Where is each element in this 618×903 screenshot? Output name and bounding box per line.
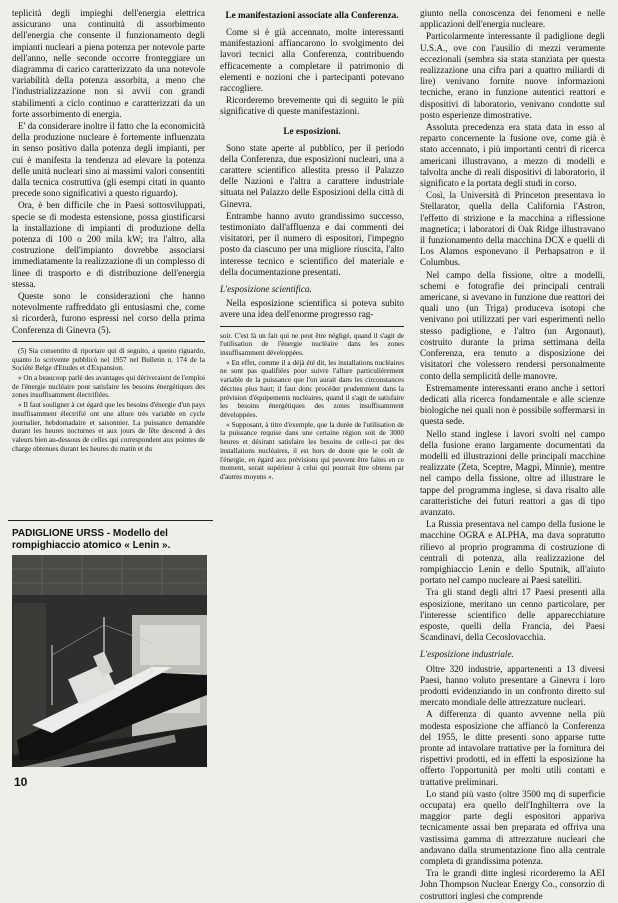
paragraph: A differenza di quanto avvenne nella più modesta esposizione che affiancò la Conferenza del 1955, le ditte presenti sono apparse tutte pronte ad intavolare trattative per la fornitura dei rispettivi prodotti, ed in effetti la esposizione ha offerto l'opportunità per molti utili contatti e trattative preliminari. [420, 709, 605, 787]
paragraph: Assolutа precedenza era stata data in esso al reparto concernente la fusione ove, come già è stato accennato, i più importanti centri di ricerca americani illustravano, a mezzo di modelli e talvolta anche di reali dispositivi di laboratorio, il significato e la portata degli studi in corso. [420, 122, 605, 189]
footnote-rule [220, 326, 404, 327]
footnote: « En effet, comme il a déjà été dit, les installations nucléaires ne sont pas qualifiées pour suivre l'allure particulièrement variable de la puissance que l'on aurait dans les circonstances décrites plus haut; il faut donc procéder prudemment dans la prévision d'équipements nucléaires, quand il s'agit de satisfaire les besoins énergétiques des zones insuffisamment développées. [220, 358, 404, 419]
footnote-rule [12, 341, 205, 342]
paragraph: Nel campo della fissione, oltre a modelli, schemi e fotografie dei principali centrali americane, si avevano in funzione due reattori dei quali uno (un Triga) produceva isotopi che venivano poi utilizzati per vari esperimenti nello stesso padiglione, e l'altro (un Argonaut), costruito durante la prima settimana della Conferenza, era tenuto a disposizione dei visitatori che volessero rendersi personalmente conto della semplicità delle manovre. [420, 269, 605, 381]
paragraph: Entrambe hanno avuto grandissimo successo, testimoniato dall'affluenza e dai commenti dei visitatori, per il numero di espositori, l'impegno posto da ciascuno per una migliore riuscita, l'alto interesse tecnico e scientifico del materiale e della documentazione presentati. [220, 210, 404, 277]
paragraph: Nello stand inglese i lavori svolti nel campo della fusione erano largamente documentati da modelli ed illustrazioni delle principali macchine realizzate (Zeta, Sceptre, Magpi, Minnie), mentre nel campo della fissione, oltre ad illustrare le tappe del programma inglese, si dava risalto alle caratteristiche dei futuri reattori a gas di tipo avanzato. [420, 428, 605, 517]
subsection-heading: L'esposizione scientifica. [220, 284, 312, 295]
photo-caption: PADIGLIONE URSS - Modello del rompighiaccio atomico « Lenin ». [12, 528, 171, 551]
column-middle [220, 8, 404, 483]
paragraph: Particolarmente interessante il padiglione degli U.S.A., ove con l'ausilio di mezzi veramente eccezionali (sembra sia stata stanziata per questa realizzazione una cifra pari a quattro miliardi di lire) venivano fornite nuove informazioni tecniche, erano in funzione autentici reattori e dispositivi di laboratorio, venivano condotte sul posto esperienze dimostrative. [420, 31, 605, 120]
paragraph: Nella esposizione scientifica si poteva subito avere una idea dell'enorme progresso rag- [220, 298, 404, 320]
paragraph: teplicità degli impieghi dell'energia elettrica assicurano una continuità di assorbimento dell'energia che consente il funzionamento degli impianti nucleari a piena potenza per notevole parte dell'anno, nelle seconde occorre fronteggiare un diagramma di carico caratterizzato da una notevole variabilità della potenza assorbita, a meno che l'industrializzazione non si avvii con grandi stabilimenti a ciclo continuo e caratterizzati da un forte assorbimento di energia. [12, 8, 205, 119]
footnote: « Il faut souligner à cet égard que les besoins d'énergie d'un pays insuffisamment électrifié ont une allure très variable en cycle journalier, hebdomadaire et saisonnier. La puissance demandée durant les heures nocturnes et aux jours de fête descend à des valeurs bien au-dessous de celles qui correspondent aux pointes de charge obtenues durant les heures du matin et du [12, 401, 205, 453]
icebreaker-model-photo [12, 555, 207, 767]
paragraph: E' da considerare inoltre il fatto che la economicità della produzione nucleare è fortemente influenzata in senso positivo dalla potenza degli impianti, per cui è manifesta la tendenza ad elevare la potenza delle unità nucleari sino ai massimi valori consentiti dalla tecnica costruttiva (gli esempi citati in quanto precede sono significativi a questo riguardo). [12, 121, 205, 199]
page-number: 10 [14, 775, 28, 789]
footnote: « Supposant, à titre d'exemple, que la durée de l'utilisation de la puissance requise dans une certaine région soit de 3000 heures et désirant satisfaire les besoins de celle-ci par des installations nucléaires, il est hors de doute que le coût de l'énergie, en égard aux prévisions qui peuvent être faites en ce moment, serait supérieur à celui qui pourrait être obtenu par d'autres moyens ». [220, 420, 404, 481]
paragraph: Così, la Università di Princeton presentava lo Stellarator, quella della California l'Astron, l'effetto di strizione e la macchina a riflessione magnetica; i laboratori di Oak Ridge illustravano il funzionamento della macchina DCX e quelli di Los Alamos esponevano il Perhapsatron e il Columbus. [420, 190, 605, 268]
section-heading: Le esposizioni. [283, 125, 341, 136]
footnote: soir. C'est là un fait qui ne peut être négligé, quand il s'agit de l'utilisation de l'énergie nucléaire dans les zones insuffisamment développées. [220, 331, 404, 358]
paragraph: Estremamente interessanti erano anche i settori dedicati alla ricerca fondamentale e alle scienze biologiche nei quali non è possibile soffermarsi in questa sede. [420, 382, 605, 427]
divider [8, 520, 213, 521]
paragraph: La Russia presentava nel campo della fusione le macchine OGRA e ALPHA, ma dava sopratutto rilievo al proprio programma di costruzione di centrali di potenza, alla realizzazione del rompighiaccio Lenin e dello Sputnik, all'aiuto portato nel campo nucleare ai Paesi satelliti. [420, 519, 605, 586]
paragraph: giunto nella conoscenza dei fenomeni e nelle applicazioni dell'energia nucleare. [420, 8, 605, 30]
paragraph: Lo stand più vasto (oltre 3500 mq di superficie occupata) era quello dell'Inghilterra ove la maggior parte degli espositori appariva tecnicamente assai ben preparata ed offriva una vastissima gamma di attrezzature nucleari che andavano dalla strumentazione fino alla centrale completa di grandissima potenza. [420, 788, 605, 867]
footnotes-left [12, 347, 205, 453]
paragraph: Ora, è ben difficile che in Paesi sottosviluppati, specie se di modesta estensione, possa giustificarsi la installazione di impianti di produzione della potenza di 100 o 200 mila kW; tra l'altro, alla costruzione dell'impianto dovrebbe associarsi immediatamente la realizzazione di un complesso di linee di trasporto e di distribuzione dell'energia stessa. [12, 200, 205, 289]
subsection-heading: L'esposizione industriale. [420, 649, 514, 660]
paragraph: Tra gli stand degli altri 17 Paesi presenti alla esposizione, meritano un cenno particolare, per l'interesse scientifico delle apparecchiature esposte, quelli della Francia, dei Paesi Scandinavi, della Cecoslovacchia. [420, 587, 605, 643]
footnotes-middle [220, 332, 404, 482]
footnote: « On a beaucoup parlé des avantages qui dériveraient de l'emploi de l'énergie nucléaire pour satisfaire les besoins énergétiques des zones insuffisamment électrifiées. [12, 374, 205, 400]
paragraph: Queste sono le considerazioni che hanno notevolmente raffreddato gli entusiasmi che, come si ricorderà, furono espressi nel corso della prima Conferenza di Ginevra (5). [12, 291, 205, 335]
column-right [420, 8, 605, 903]
paragraph: Ricorderemo brevemente qui di seguito le più significative di queste manifestazioni. [220, 95, 404, 117]
paragraph: Come si è già accennato, molte interessanti manifestazioni affiancarono lo svolgimento dei lavori tecnici alla Conferenza, contribuendo efficacemente a completare il patrimonio di elementi e nozioni che i partecipanti potevano raccogliere. [220, 27, 404, 94]
paragraph: Oltre 320 industrie, appartenenti a 13 diversi Paesi, hanno voluto presentare a Ginevra i loro prodotti evidenziando in un confronto diretto sul mercato mondiale delle attrezzature nucleari. [420, 663, 605, 708]
footnote: (5) Sia consentito di riportare qui di seguito, a questo riguardo, quanto lo scrivente pubblicò nel 1957 nel Bulletin n. 174 de la Société Belge d'Etudes et d'Expansion. [12, 346, 205, 373]
column-left [12, 8, 205, 454]
section-heading: Le manifestazioni associate alla Conferenza. [225, 10, 399, 20]
paragraph: Tra le grandi ditte inglesi ricorderemo la AEI John Thompson Nuclear Energy Co., consorzio di costruttori inglesi che comprende [420, 868, 605, 901]
paragraph: Sono state aperte al pubblico, per il periodo della Conferenza, due esposizioni nucleari, una a carattere scientifico allestita presso il Palazzo delle Nazioni e l'altra a carattere industriale situata nel Palazzo delle Esposizioni della città di Ginevra. [220, 142, 404, 209]
